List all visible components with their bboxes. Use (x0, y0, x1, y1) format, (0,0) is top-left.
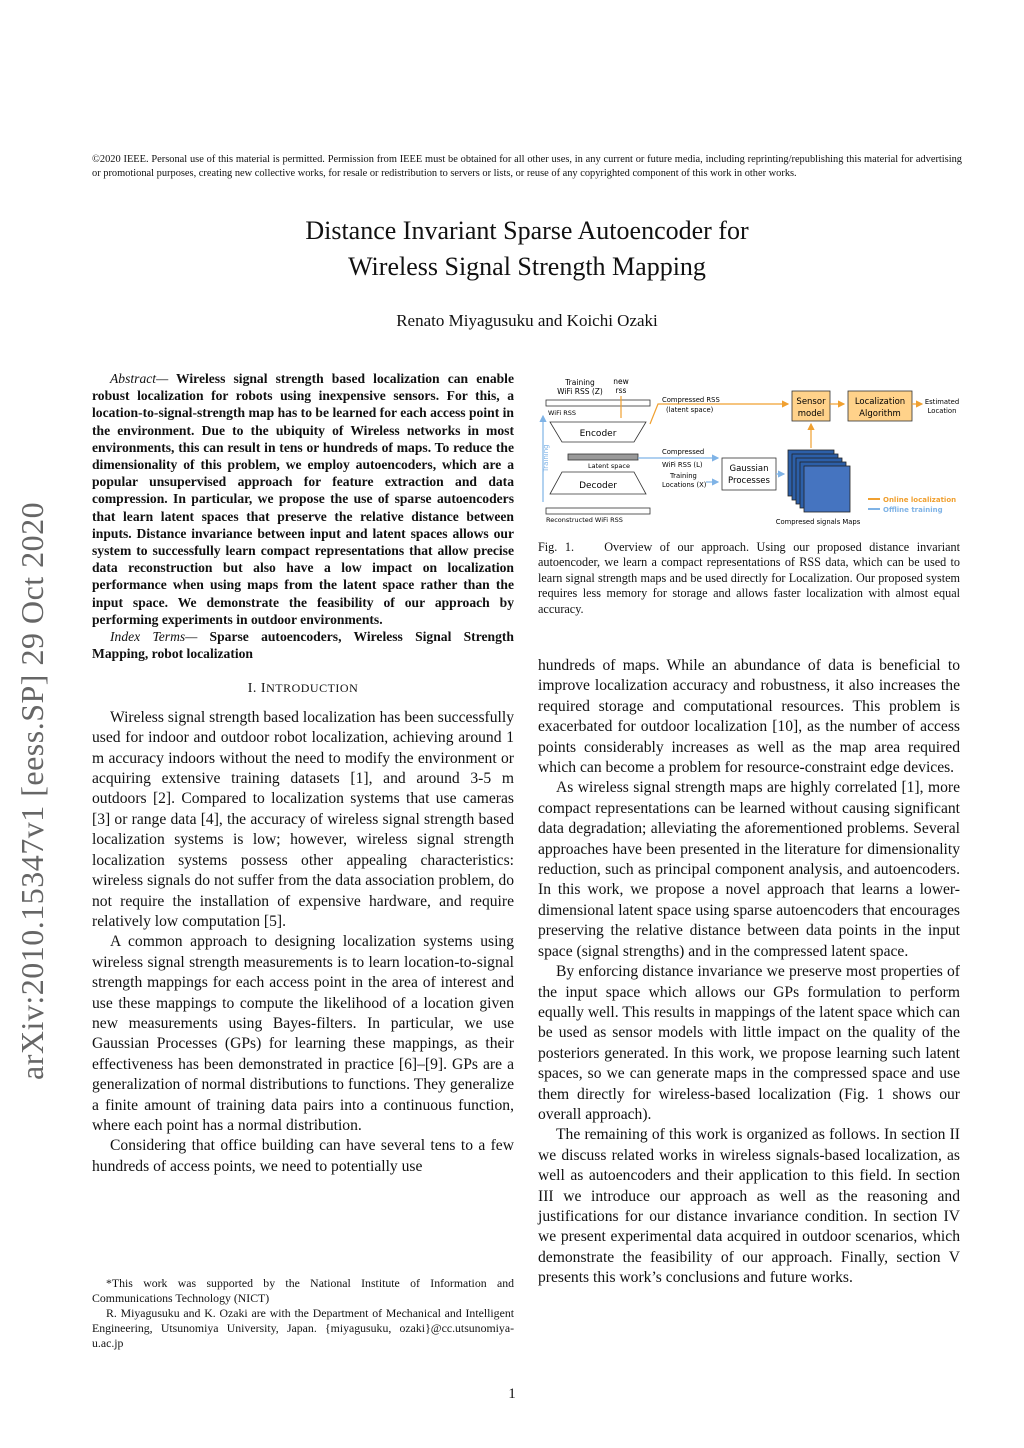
label-new-rss-2: rss (615, 386, 627, 395)
label-wifi-rss: WiFi RSS (548, 409, 576, 417)
label-reconstructed: Reconstructed WiFi RSS (546, 516, 623, 524)
index-terms: Index Terms— Sparse autoencoders, Wireless Signal Strength Mapping, robot localization (92, 629, 514, 662)
footnote-funding: *This work was supported by the National Institute of Information and Communications Technology (NICT) (92, 1276, 514, 1305)
index-terms-text: Sparse autoencoders, Wireless Signal Strength Mapping, robot localization (92, 629, 514, 662)
label-latent-space: Latent space (588, 462, 630, 470)
abstract-label: Abstract (110, 371, 157, 386)
label-localization-1: Localization (854, 397, 906, 407)
left-column (92, 370, 514, 1177)
arxiv-watermark: arXiv:2010.15347v1 [eess.SP] 29 Oct 2020 (14, 501, 50, 1080)
compressed-maps-stack (788, 450, 850, 512)
label-estimated-1: Estimated (924, 398, 960, 406)
abstract-text: Wireless signal strength based localization can enable robust localization for robots using inexpensive sensors. For this, a location-to-signal-strength map has to be learned for each access point in the environment. Due to the ubiquity of Wireless networks in most environments, this can result in tens or hundreds of maps. To reduce the dimensionality of this problem, we employ autoencoders, which are a popular unsupervised approach for feature extraction and data compression. In particular, we propose the use of sparse autoencoders that learn latent spaces that preserve the relative distance between inputs. Distance invariance between input and latent spaces allows our system to successfully learn compact representations that allow precise data reconstruction but also have a low impact on localization performance when using maps from the latent space rather than the input space. We demonstrate the feasibility of our approach by performing experiments in outdoor environments. (92, 371, 514, 627)
footnotes (92, 1276, 514, 1351)
page-number: 1 (508, 1386, 516, 1402)
latent-layer-bar (568, 454, 638, 460)
label-new-rss-1: new (613, 377, 629, 386)
label-decoder: Decoder (579, 481, 617, 491)
overview-diagram (538, 372, 963, 532)
title-line-2: Wireless Signal Strength Mapping (348, 252, 706, 281)
legend-offline-label: Offline training (883, 506, 943, 514)
caption-text: Overview of our approach. Using our proposed distance invariant autoencoder, we learn a compact representations of RSS data, which can be used to learn signal strength maps and be used directly for Localization. Our proposed system requires less memory for storage and allows faster localization with almost equal accuracy. (538, 540, 961, 616)
label-sensor-2: model (797, 409, 825, 419)
label-compressed-mid-2: WiFi RSS (L) (662, 461, 703, 469)
title-line-1: Distance Invariant Sparse Autoencoder for (305, 216, 749, 245)
label-compressed-rss-top-2: (latent space) (666, 406, 714, 414)
figure-1 (538, 372, 963, 532)
paragraph: By enforcing distance invariance we preserve most properties of the input space which allows our GPs formulation to perform equally well. This results in mappings of the latent space which can be used as sensor models with little impact on the quality of the posteriors generated. In this work, we propose learning such latent spaces, so we can generate maps in the compressed space and use them directly for wireless-based localization (Fig. 1 shows our overall approach). (538, 963, 960, 1123)
figure-caption (538, 540, 960, 617)
index-terms-label: Index Terms (110, 629, 186, 645)
right-column (538, 656, 960, 1289)
label-compressed-rss-top-1: Compressed RSS (662, 396, 720, 404)
footnote-affiliation: R. Miyagusuku and K. Ozaki are with the Department of Mechanical and Intelligent Engineering, Utsunomiya University, Japan. {miyagusuku, ozaki}@cc.utsunomiya-u.ac.jp (92, 1306, 514, 1350)
paper-title (92, 213, 962, 285)
label-training-locations-2: Locations (X) (662, 481, 707, 489)
label-compressed-mid-1: Compressed (662, 448, 705, 456)
label-training-rss-2: WiFi RSS (Z) (557, 387, 603, 396)
output-layer-bar (546, 508, 650, 514)
label-gaussian-1: Gaussian (729, 464, 769, 474)
label-gaussian-2: Processes (728, 476, 770, 486)
label-training-rss-1: Training (565, 378, 595, 387)
legend-online-label: Online localization (883, 496, 957, 504)
section-heading-rest: NTRODUCTION (266, 681, 359, 696)
abstract: Abstract— Wireless signal strength based localization can enable robust localization for robots using inexpensive sensors. For this, a location-to-signal-strength map has to be learned for each access point in the environment. Due to the ubiquity of Wireless networks in most environments, this can result in tens or hundreds of maps. To reduce the dimensionality of this problem, we employ autoencoders, which are a popular unsupervised approach for feature extraction and data compression. In particular, we propose the use of sparse autoencoders that learn latent spaces that preserve the relative distance between inputs. Distance invariance between input and latent spaces allows our system to successfully learn compact representations that allow precise data reconstruction but also have a low impact on localization performance when using maps from the latent space rather than the input space. We demonstrate the feasibility of our approach by performing experiments in outdoor environments. (92, 371, 514, 627)
paragraph: A common approach to designing localization systems using wireless signal strength measurements is to learn location-to-signal strength mappings for each access point in the area of interest and use these mappings to compute the likelihood of a location given new measurements using Bayes-filters. In particular, we use Gaussian Processes (GPs) for learning these mappings, as their effectiveness has been demonstrated in practice [6]–[9]. GPs are a generalization of normal distributions to functions. They generalize a finite amount of training data pairs into a continuous function, where each point has a normal distribution. (92, 933, 514, 1134)
paragraph: The remaining of this work is organized as follows. In section II we discuss related works in wireless signals-based localization, as well as autoencoders and their application to this field. In section III we introduce our approach as well as the reasoning and justifications for our distance invariance condition. In section IV we present experimental data acquired in outdoor scenarios, which demonstrate the feasibility of our approach. Finally, section V presents this work’s conclusions and future works. (538, 1126, 960, 1287)
label-training-side: Training (542, 444, 550, 472)
section-heading-num: I. I (247, 681, 267, 697)
paragraph: hundreds of maps. While an abundance of data is beneficial to improve localization accuracy and robustness, it also increases the required storage and computational resources. This problem is exacerbated for outdoor localization [10], as the number of access points considerably increases as well as the map area required which can become a problem for resource-constraint edge devices. (538, 657, 960, 777)
label-sensor-1: Sensor (796, 397, 826, 407)
section-heading-introduction (92, 678, 514, 699)
caption-label: Fig. 1. (538, 540, 574, 554)
paragraph: Considering that office building can have several tens to a few hundreds of access points, we need to potentially use (92, 1137, 514, 1175)
input-layer-bar (546, 400, 650, 406)
label-localization-2: Algorithm (859, 409, 901, 419)
label-estimated-2: Location (927, 407, 957, 415)
label-compressed-maps: Compresed signals Maps (775, 518, 861, 526)
label-training-locations-1: Training (670, 472, 697, 480)
copyright-notice: ©2020 IEEE. Personal use of this material is permitted. Permission from IEEE must be obtained for all other uses, in any current or future media, including reprinting/republishing this material for advertising or promotional purposes, creating new collective works, for resale or redistribution to servers or lists, or reuse of any copyrighted component of this work in other works. (92, 154, 962, 179)
paragraph: As wireless signal strength maps are highly correlated [1], more compact representations can be learned without causing significant data degradation; alleviating the aforementioned problems. Several approaches have been presented in the literature for dimensionality reduction, such as principal component analysis, and autoencoders. In this work, we propose a novel approach that learns a lower-dimensional latent space using sparse autoencoders that encourages preserving the relative distance between data points in the input space (signal strengths) and in the compressed latent space. (538, 779, 960, 960)
label-encoder: Encoder (579, 429, 617, 439)
paragraph: Wireless signal strength based localization has been successfully used for indoor and outdoor robot localization, achieving around 1 m accuracy indoors without the need to modify the environment or acquiring extensive training datasets [1], and around 3-5 m outdoors [2]. Compared to localization systems that use cameras [3] or range data [4], the accuracy of wireless signal strength based localization systems is low; however, wireless signal strength localization systems possess other appealing characteristics: wireless signals do not suffer from the data association problem, do not require the installation of expensive hardware, and require relatively low computation [5]. (92, 708, 514, 930)
authors: Renato Miyagusuku and Koichi Ozaki (396, 311, 658, 330)
